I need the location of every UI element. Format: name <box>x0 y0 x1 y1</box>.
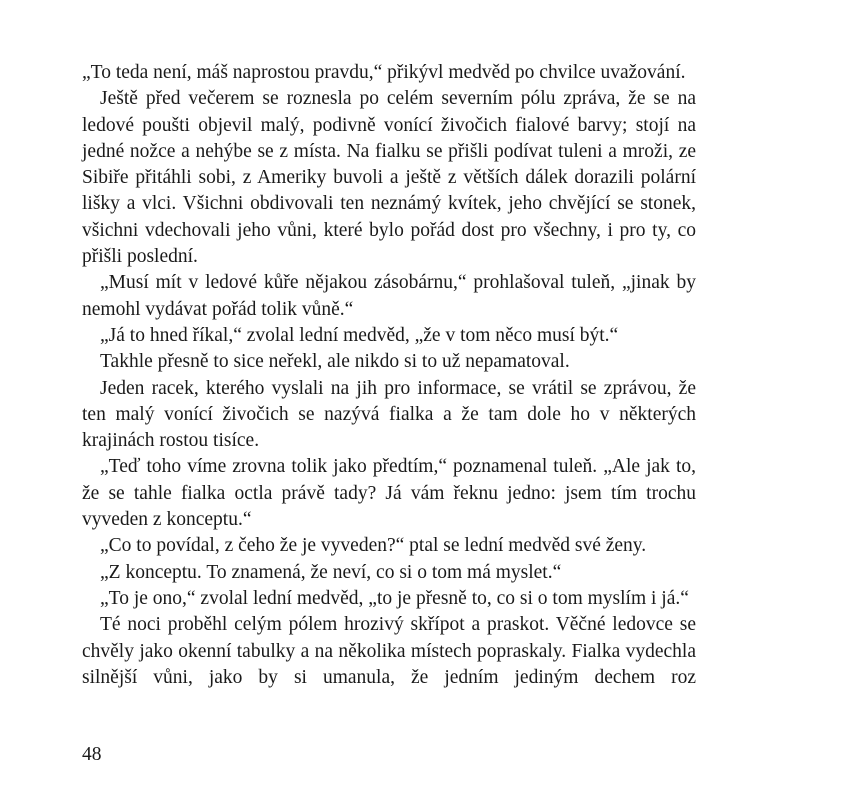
body-text <box>82 60 696 691</box>
paragraph: „To je ono,“ zvolal lední medvěd, „to je přesně to, co si o tom myslím i já.“ <box>100 587 689 609</box>
page-number: 48 <box>82 744 102 765</box>
paragraph: Jeden racek, kterého vyslali na jih pro informace, se vrátil se zprávou, že ten malý vonící živočich se nazývá fialka a že tam dole ho v některých krajinách rostou tisíce. <box>82 377 696 452</box>
paragraph: „Z konceptu. To znamená, že neví, co si o tom má myslet.“ <box>100 561 562 583</box>
paragraph: „To teda není, máš naprostou pravdu,“ přikývl medvěd po chvilce uvažování. <box>82 62 686 83</box>
paragraph: Takhle přesně to sice neřekl, ale nikdo si to už nepamatoval. <box>100 351 570 373</box>
paragraph: „Teď toho víme zrovna tolik jako předtím,“ poznamenal tuleň. „Ale jak to, že se tahle fialka octla právě tady? Já vám řeknu jedno: jsem tím trochu vyveden z konceptu.“ <box>82 456 696 531</box>
paragraph: Té noci proběhl celým pólem hrozivý skřípot a praskot. Věčné ledovce se chvěly jako okenní tabulky a na několika místech popraskaly. Fialka vydechla silnější vůni, jako by si umanula, že jedním jediným dechem roz <box>82 614 696 688</box>
paragraph: „Co to povídal, z čeho že je vyveden?“ ptal se lední medvěd své ženy. <box>100 535 647 557</box>
paragraph: „Já to hned říkal,“ zvolal lední medvěd, „že v tom něco musí být.“ <box>100 324 619 346</box>
paragraph: Ještě před večerem se roznesla po celém severním pólu zpráva, že se na ledové poušti objevil malý, podivně vonící živočich fialové barvy; stojí na jedné nožce a nehýbe se z místa. Na fialku se přišli podívat tuleni a mroži, ze Sibiře přitáhli sobi, z Ameriky buvoli a ještě z větších dálek dorazili polární lišky a vlci. Všichni obdivovali ten neznámý kvítek, jeho chvějící se stonek, všichni vdechovali jeho vůni, které bylo pořád dost pro všechny, i pro ty, co přišli poslední. <box>82 88 696 268</box>
paragraph: „Musí mít v ledové kůře nějakou zásobárnu,“ prohlašoval tuleň, „jinak by nemohl vydávat pořád tolik vůně.“ <box>82 272 696 320</box>
